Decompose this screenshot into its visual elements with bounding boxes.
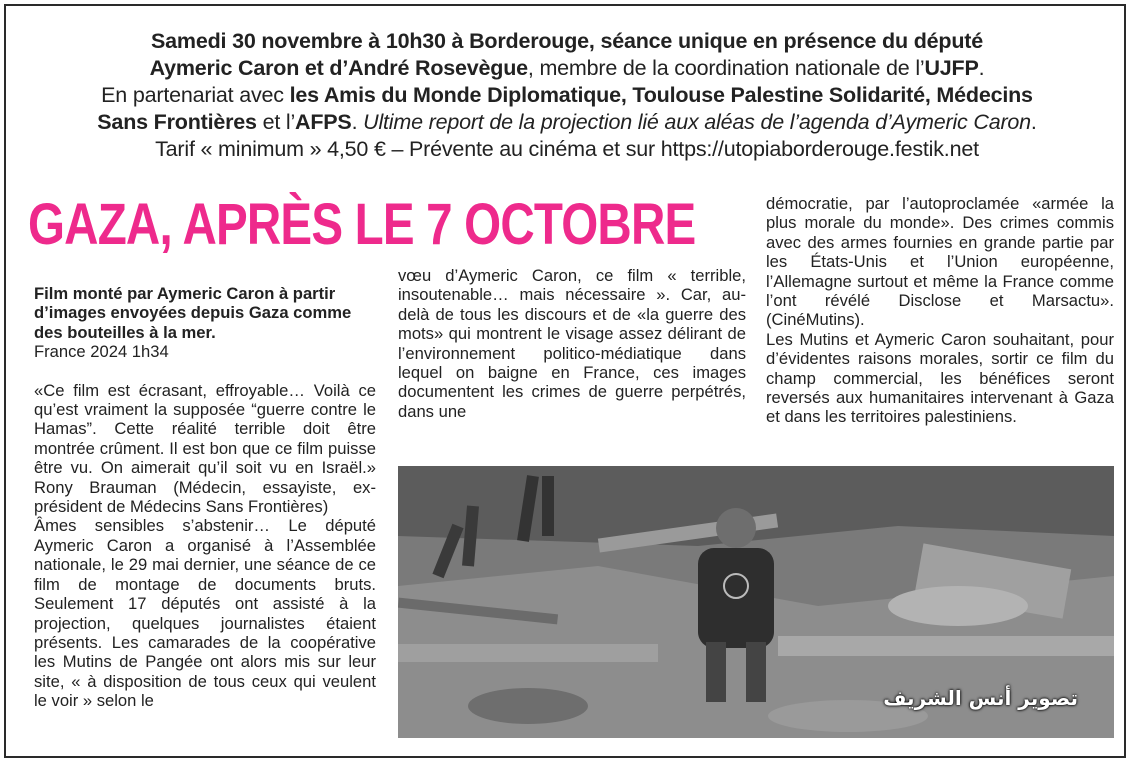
header-punct-3: . [1030, 110, 1037, 134]
article-frame [4, 4, 1126, 758]
screening-info [6, 28, 1128, 163]
column-3 [766, 194, 1114, 427]
film-synopsis: Film monté par Aymeric Caron à partir d’images envoyées depuis Gaza comme des bouteilles à la mer. [34, 284, 352, 342]
film-still-photo [398, 466, 1114, 738]
article-body-3: démocratie, par l’autoproclamée «armée la plus morale du monde». Des crimes commis avec des armes fournies en grande partie par les États-Unis et l’Union européenne, l’Allemagne surtout et même la France comme l’ont révélé Disclose et Marsactu». (CinéMutins). [766, 194, 1114, 330]
header-org-afps: AFPS [295, 110, 352, 134]
film-title: GAZA, APRÈS LE 7 OCTOBRE [28, 192, 696, 257]
photo-credit: تصوير أنس الشريف [883, 686, 1078, 710]
header-pricing: Tarif « minimum » 4,50 € – Prévente au cinéma et sur https://utopiaborderouge.festik.net [155, 137, 979, 161]
header-partners: les Amis du Monde Diplomatique, Toulouse Palestine Solidarité, Médecins [289, 83, 1033, 107]
header-punct: . [978, 56, 985, 80]
column-2 [398, 266, 746, 421]
article-body-1: Âmes sensibles s’abstenir… Le député Aymeric Caron a organisé à l’Assemblée nationale, le 29 mai dernier, une séance de ce film de montage de documents bruts. Seulement 17 députés ont assisté à la projection, quelques journalistes étaient présents. Les camarades de la coopérative les Mutins de Pangée ont alors mis sur leur site, « à disposition de tous ceux qui veulent le voir » selon le [34, 516, 376, 711]
film-meta: France 2024 1h34 [34, 342, 169, 362]
article-body-4: Les Mutins et Aymeric Caron souhaitant, pour d’évidentes raisons morales, sortir ce film du champ commercial, les bénéfices seront reversés aux humanitaires intervenant à Gaza et dans les territoires palestiniens. [766, 329, 1114, 427]
header-postponement-note: Ultime report de la projection lié aux aléas de l’agenda d’Aymeric Caron [363, 110, 1031, 134]
header-guests: Aymeric Caron et d’André Rosevègue [149, 56, 528, 80]
review-quote: «Ce film est écrasant, effroyable… Voilà ce qu’est vraiment la supposée “guerre contre le Hamas”. Cette réalité terrible doit être montrée crûment. Il est bon que ce film puisse être vu. On aimerait qu’il soit vu en Israël.» Rony Brauman (Médecin, essayiste, ex-président de Médecins Sans Frontières) [34, 380, 376, 517]
article-body-2: vœu d’Aymeric Caron, ce film « terrible, insoutenable… mais nécessaire ». Car, au-delà de tous les discours et de «la guerre des mots» qui montrent le visage assez délirant de l’environnement politico-médiatique dans lequel on baigne en France, ces images documentent les crimes de guerre perpétrés, dans une [398, 266, 746, 421]
header-punct-2: . [351, 110, 364, 134]
header-partners-cont: Sans Frontières [97, 110, 257, 134]
header-guests-role: , membre de la coordination nationale de l’ [527, 56, 925, 80]
column-1 [34, 284, 376, 711]
header-org-ujfp: UJFP [924, 56, 979, 80]
header-and: et l’ [256, 110, 296, 134]
header-line-1: Samedi 30 novembre à 10h30 à Borderouge, séance unique en présence du député [151, 29, 983, 53]
header-partner-intro: En partenariat avec [101, 83, 290, 107]
